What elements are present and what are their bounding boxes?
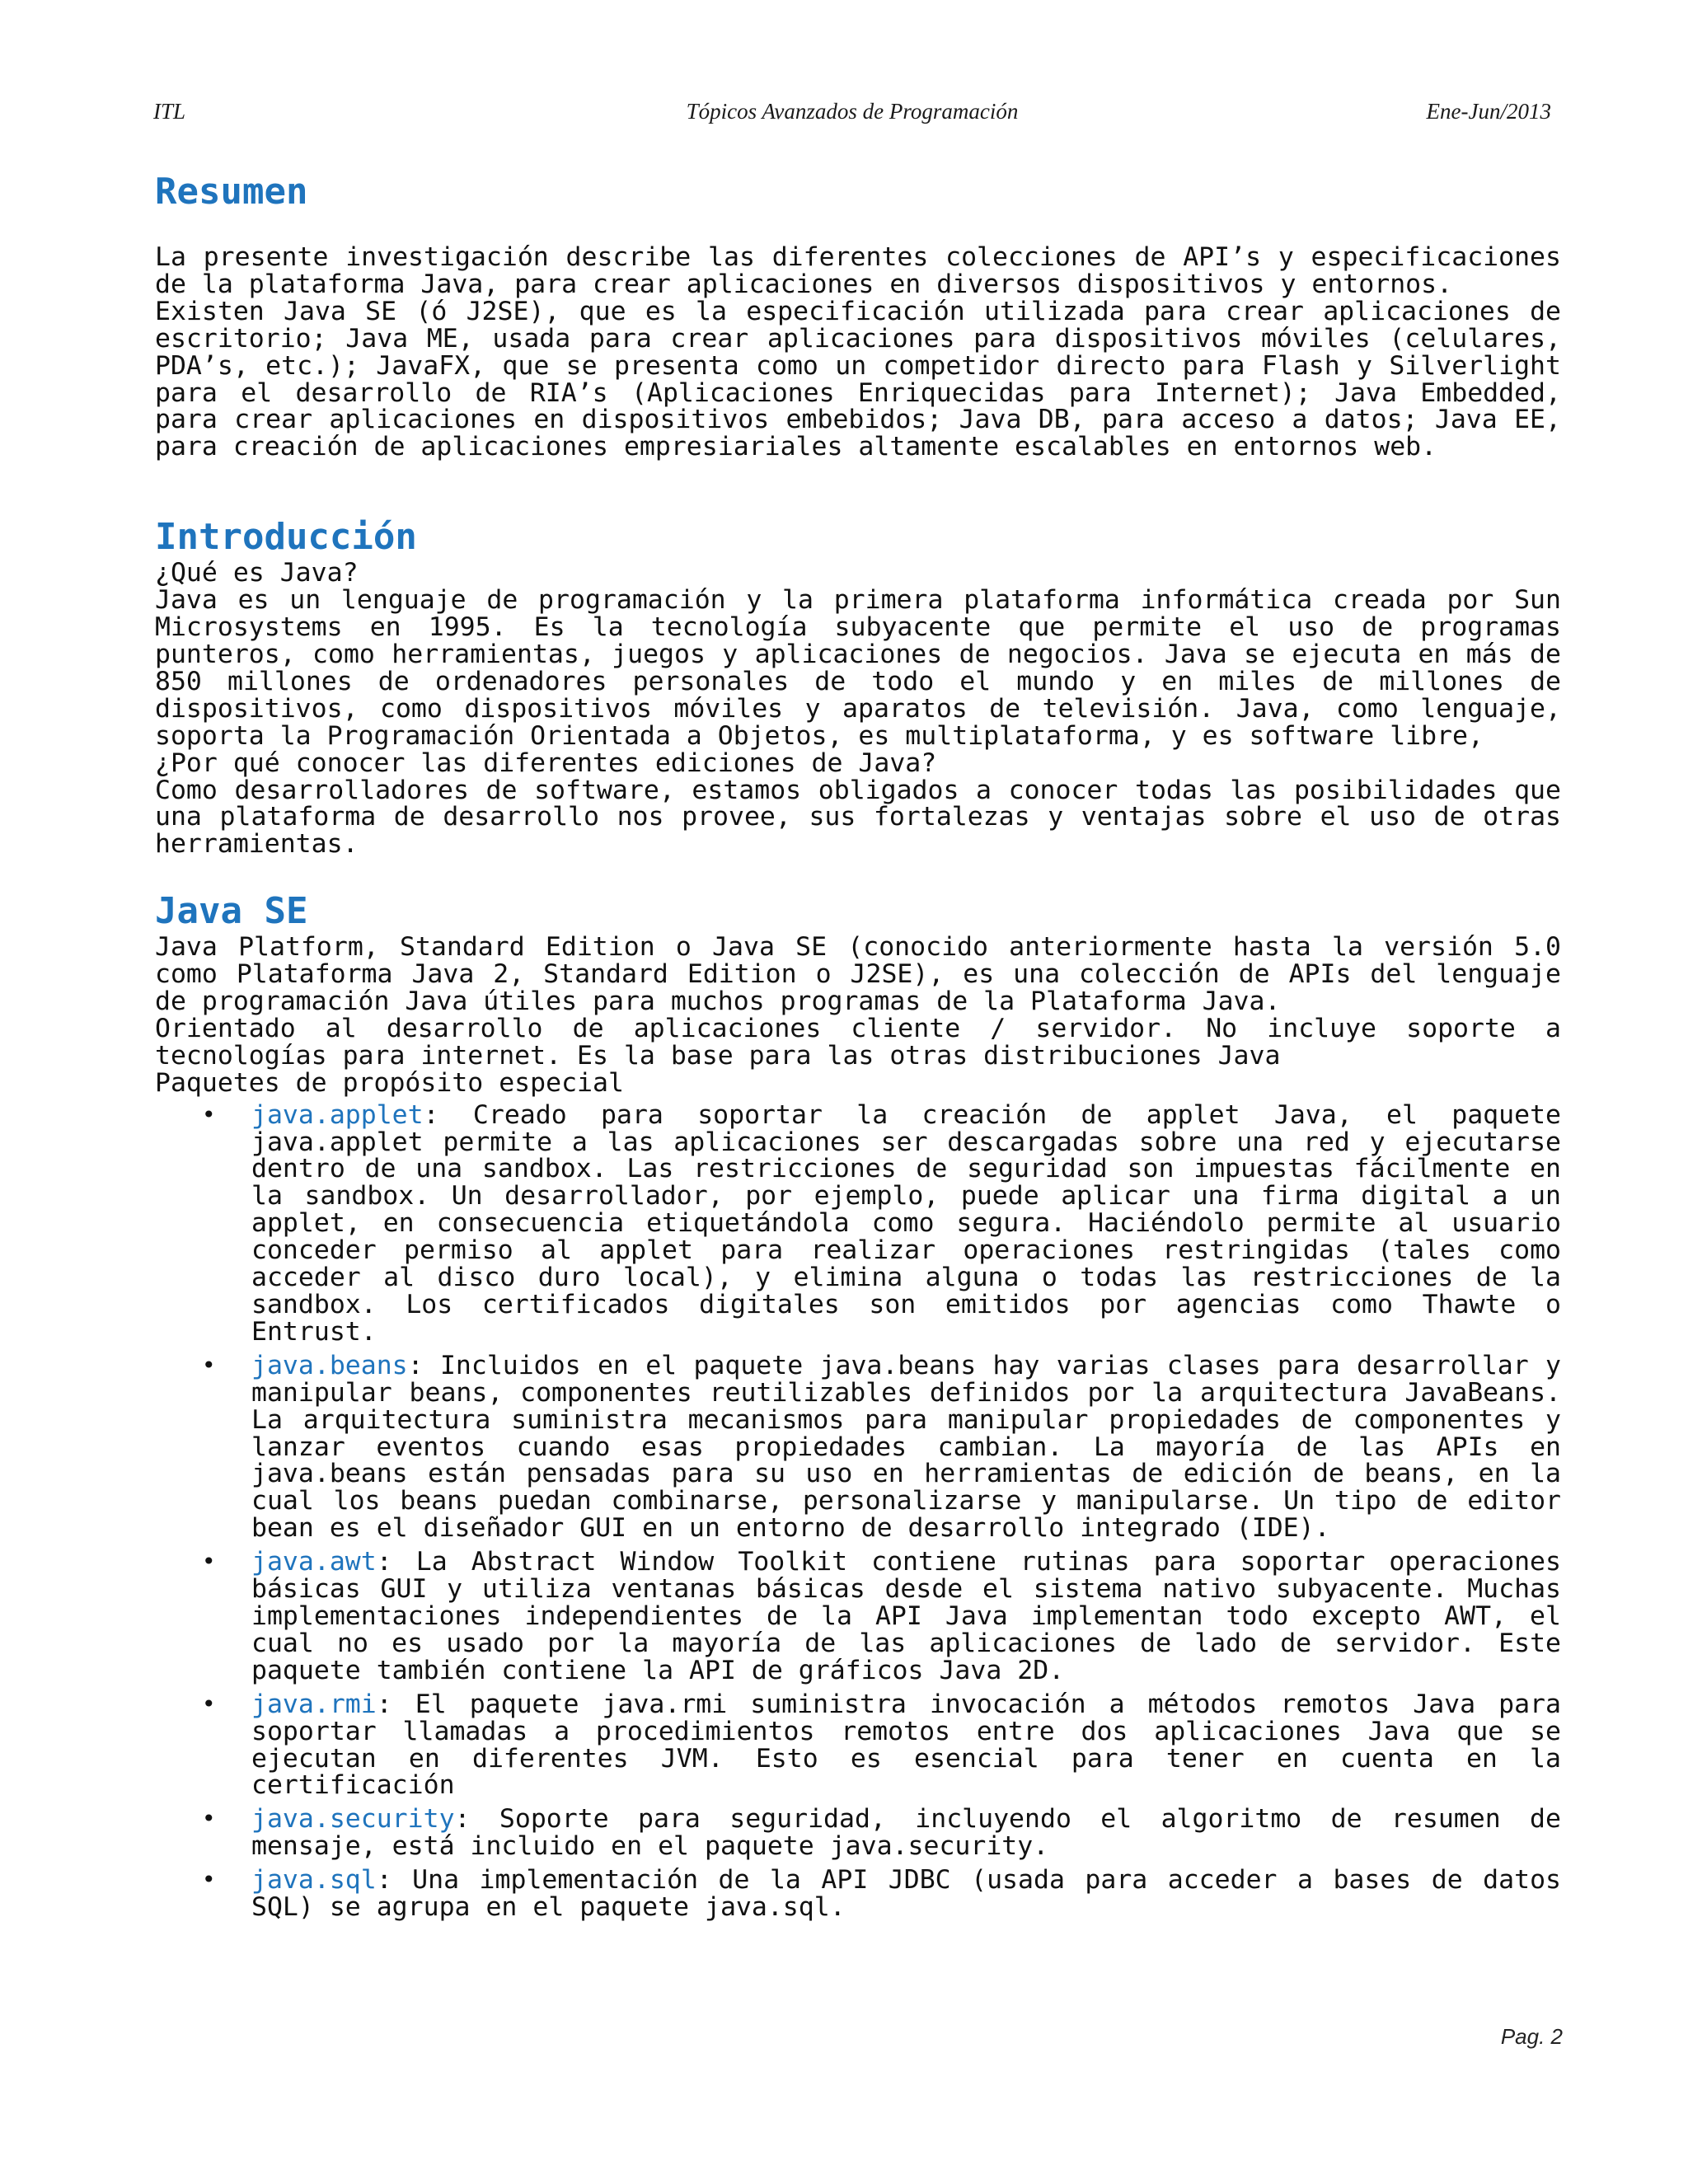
package-description: : Incluidos en el paquete java.beans hay varias clases para desarrollar y manipular beans, componentes reutilizables definidos por la arquitectura JavaBeans. La arquitectura suministra mecanismos para manipular propiedades de componentes y lanzar eventos cuando esas propiedades cambian. La mayoría de las APIs en java.beans están pensadas para su uso en herramientas de edición de beans, en la cual los beans puedan combinarse, personalizarse y manipularse. Un tipo de editor bean es el diseñador GUI en un entorno de desarrollo integrado (IDE). (251, 1350, 1561, 1544)
introduccion-heading: Introducción (155, 516, 417, 559)
package-name-link[interactable]: java.rmi (251, 1689, 377, 1719)
list-item (202, 1804, 1561, 1862)
package-name-link[interactable]: java.security (251, 1804, 455, 1835)
java-se-intro: Java Platform, Standard Edition o Java SE (conocido anteriormente hasta la versión 5.0 como Plataforma Java 2, Standard Edition o J2SE), es una colección de APIs del lenguaje de programación Java útiles para muchos programas de la Plataforma Java. (155, 932, 1561, 1017)
list-item (202, 1865, 1561, 1923)
intro-answer-2: Como desarrolladores de software, estamos obligados a conocer todas las posibilidades que una plataforma de desarrollo nos provee, sus fortalezas y ventajas sobre el uso de otras herramientas. (155, 775, 1561, 860)
package-description: : El paquete java.rmi suministra invocación a métodos remotos Java para soportar llamadas a procedimientos remotos entre dos aplicaciones Java que se ejecutan en diferentes JVM. Esto es esencial para tener en cuenta en la certificación (251, 1689, 1561, 1801)
resumen-paragraph-1: La presente investigación describe las diferentes colecciones de API’s y especificaciones de la plataforma Java, para crear aplicaciones en diversos dispositivos y entornos. (155, 242, 1561, 299)
packages-label: Paquetes de propósito especial (155, 1067, 624, 1098)
intro-answer-1: Java es un lenguaje de programación y la primera plataforma informática creada por Sun Microsystems en 1995. Es la tecnología subyacente que permite el uso de programas punteros, como herramientas, juegos y aplicaciones de negocios. Java se ejecuta en más de 850 millones de ordenadores personales de todo el mundo y en miles de millones de dispositivos, como dispositivos móviles y aparatos de televisión. Java, como lenguaje, soporta la Programación Orientada a Objetos, es multiplataforma, y es software libre, (155, 585, 1561, 751)
package-description: : Una implementación de la API JDBC (usada para acceder a bases de datos SQL) se agrupa en el paquete java.sql. (251, 1865, 1561, 1923)
header-term: Ene-Jun/2013 (1426, 99, 1551, 124)
list-item (202, 1547, 1561, 1685)
running-header (153, 99, 1551, 135)
bullet-icon: • (202, 1690, 216, 1718)
java-se-heading: Java SE (155, 890, 308, 933)
intro-question-1: ¿Qué es Java? (155, 558, 359, 588)
package-name-link[interactable]: java.beans (251, 1350, 408, 1380)
header-institution: ITL (153, 99, 186, 124)
bullet-icon: • (202, 1805, 216, 1833)
header-course-title: Tópicos Avanzados de Programación (686, 99, 1019, 124)
package-name-link[interactable]: java.sql (251, 1865, 377, 1896)
list-item (202, 1099, 1561, 1347)
resumen-paragraph-2: Existen Java SE (ó J2SE), que es la especificación utilizada para crear aplicaciones de escritorio; Java ME, usada para crear aplicaciones para dispositivos móviles (celulares, PDA’s, etc.); JavaFX, que se presenta como un competidor directo para Flash y Silverlight para el desarrollo de RIA’s (Aplicaciones Enriquecidas para Internet); Java Embedded, para crear aplicaciones en dispositivos embebidos; Java DB, para acceso a datos; Java EE, para creación de aplicaciones empresiariales altamente escalables en entornos web. (155, 296, 1561, 462)
page-number: Pag. 2 (1500, 2024, 1563, 2049)
package-list (155, 1099, 1561, 1923)
package-name-link[interactable]: java.applet (251, 1099, 424, 1130)
package-description: : Soporte para seguridad, incluyendo el algoritmo de resumen de mensaje, está incluido en el paquete java.security. (251, 1804, 1561, 1862)
java-se-oriented: Orientado al desarrollo de aplicaciones cliente / servidor. No incluye soporte a tecnologías para internet. Es la base para las otras distribuciones Java (155, 1013, 1561, 1071)
bullet-icon: • (202, 1866, 216, 1894)
list-item (202, 1350, 1561, 1544)
bullet-icon: • (202, 1351, 216, 1379)
bullet-icon: • (202, 1548, 216, 1576)
package-description: : Creado para soportar la creación de applet Java, el paquete java.applet permite a las aplicaciones ser descargadas sobre una red y ejecutarse dentro de una sandbox. Las restricciones de seguridad son impuestas fácilmente en la sandbox. Un desarrollador, por ejemplo, puede aplicar una firma digital a un applet, en consecuencia etiquetándola como segura. Haciéndolo permite al usuario conceder permiso al applet para realizar operaciones restringidas (tales como acceder al disco duro local), y elimina alguna o todas las restricciones de la sandbox. Los certificados digitales son emitidos por agencias como Thawte o Entrust. (251, 1099, 1561, 1347)
bullet-icon: • (202, 1100, 216, 1128)
list-item (202, 1689, 1561, 1801)
intro-question-2: ¿Por qué conocer las diferentes ediciones de Java? (155, 748, 937, 778)
resumen-heading: Resumen (155, 171, 308, 213)
package-description: : La Abstract Window Toolkit contiene rutinas para soportar operaciones básicas GUI y utiliza ventanas básicas desde el sistema nativo subyacente. Muchas implementaciones independientes de la API Java implementan todo excepto AWT, el cual no es usado por la mayoría de las aplicaciones de lado de servidor. Este paquete también contiene la API de gráficos Java 2D. (251, 1547, 1561, 1685)
package-name-link[interactable]: java.awt (251, 1547, 377, 1577)
document-body (155, 163, 1561, 1928)
